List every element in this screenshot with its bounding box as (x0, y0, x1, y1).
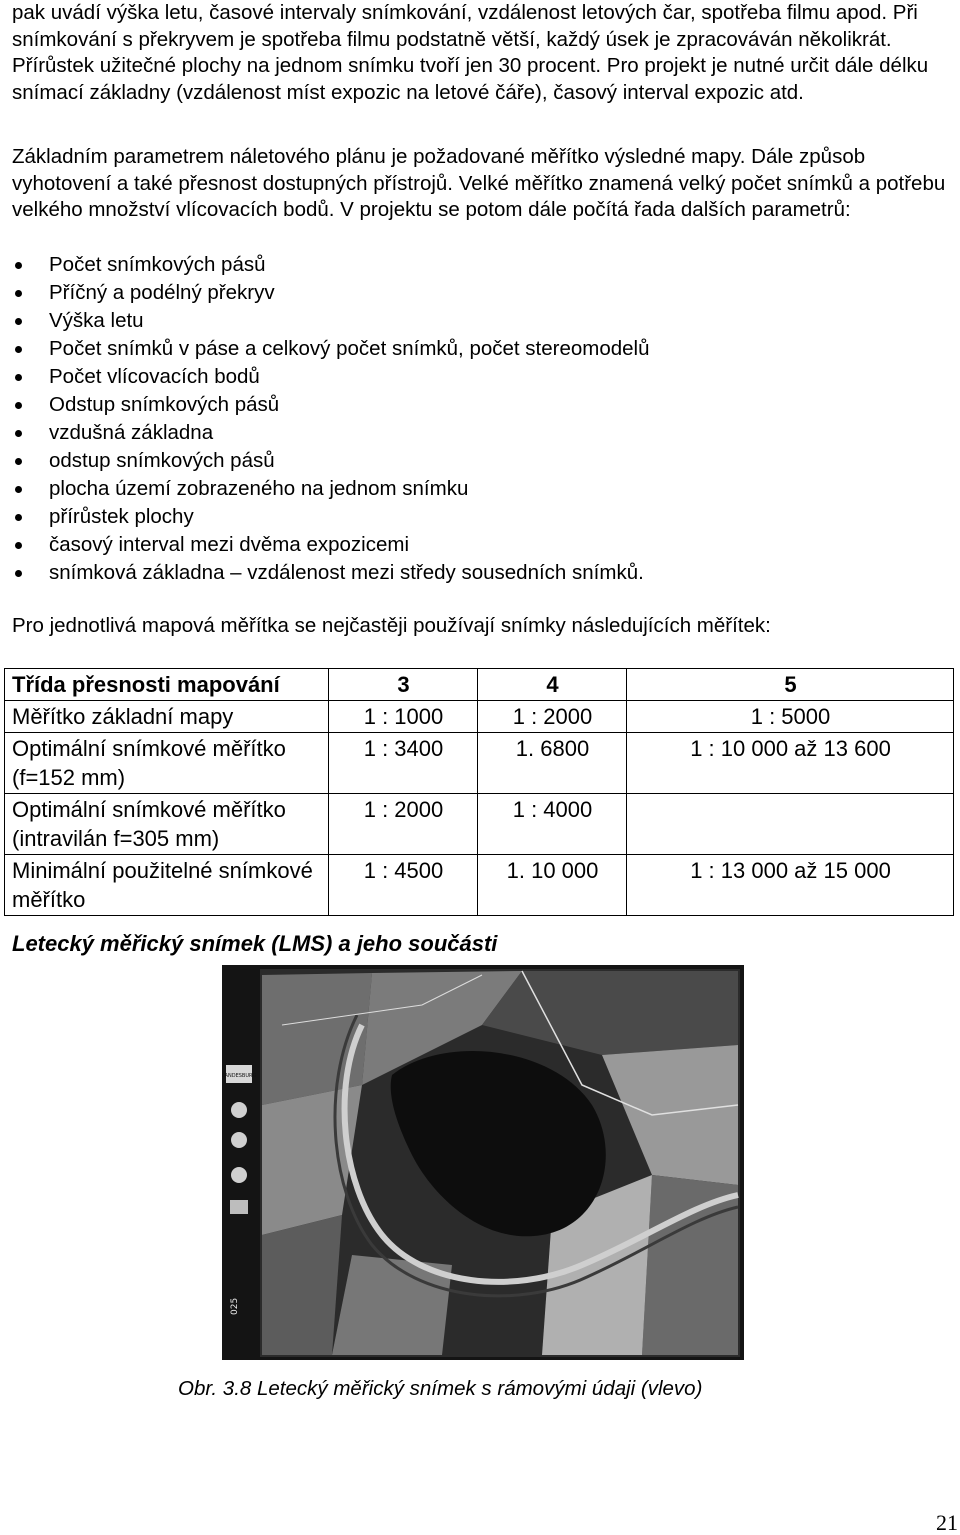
table-header-cell: 5 (627, 669, 954, 701)
table-cell: 1 : 4000 (478, 794, 627, 855)
table-header-cell: Třída přesnosti mapování (5, 669, 329, 701)
list-item: Počet snímkových pásů (12, 251, 650, 279)
table-cell: 1 : 4500 (329, 855, 478, 916)
table-cell: 1. 6800 (478, 733, 627, 794)
table-cell: Optimální snímkové měřítko (f=152 mm) (5, 733, 329, 794)
aerial-photo-figure (222, 965, 744, 1360)
scale-table (4, 668, 954, 916)
table-header-row (5, 669, 954, 701)
list-item: Příčný a podélný překryv (12, 279, 650, 307)
figure-caption: Obr. 3.8 Letecký měřický snímek s rámovými údaji (vlevo) (178, 1377, 703, 1400)
table-cell: 1 : 10 000 až 13 600 (627, 733, 954, 794)
frame-label: LANDESBURG (222, 1073, 257, 1079)
table-cell (627, 794, 954, 855)
list-item: Výška letu (12, 307, 650, 335)
frame-number: 025 (230, 1297, 240, 1315)
table-header-cell: 3 (329, 669, 478, 701)
table-header-cell: 4 (478, 669, 627, 701)
list-item: Počet snímků v páse a celkový počet snímků, počet stereomodelů (12, 335, 650, 363)
table-cell: Optimální snímkové měřítko (intravilán f=305 mm) (5, 794, 329, 855)
list-item: snímková základna – vzdálenost mezi středy sousedních snímků. (12, 559, 650, 587)
list-item: přírůstek plochy (12, 503, 650, 531)
table-cell: Měřítko základní mapy (5, 701, 329, 733)
section-heading: Letecký měřický snímek (LMS) a jeho součásti (12, 931, 498, 956)
list-item: vzdušná základna (12, 419, 650, 447)
table-cell: Minimální použitelné snímkové měřítko (5, 855, 329, 916)
paragraph-2: Základním parametrem náletového plánu je požadované měřítko výsledné mapy. Dále způsob vyhotovení a také přesnost dostupných přístrojů. Velké měřítko znamená velký počet snímků a potřebu velkého množství vlícovacích bodů. V projektu se potom dále počítá řada dalších parametrů: (12, 145, 946, 221)
table-row (5, 701, 954, 733)
list-item: Odstup snímkových pásů (12, 391, 650, 419)
table-cell: 1. 10 000 (478, 855, 627, 916)
table-intro: Pro jednotlivá mapová měřítka se nejčastěji používají snímky následujících měřítek: (12, 614, 771, 637)
list-item: odstup snímkových pásů (12, 447, 650, 475)
parameter-list (12, 251, 650, 587)
list-item: časový interval mezi dvěma expozicemi (12, 531, 650, 559)
table-cell: 1 : 13 000 až 15 000 (627, 855, 954, 916)
table-row (5, 733, 954, 794)
table-cell: 1 : 1000 (329, 701, 478, 733)
table-cell: 1 : 5000 (627, 701, 954, 733)
table-cell: 1 : 2000 (478, 701, 627, 733)
page-number: 21 (936, 1510, 958, 1535)
aerial-photo-image (222, 965, 744, 1360)
table-cell: 1 : 2000 (329, 794, 478, 855)
paragraph-1: pak uvádí výška letu, časové intervaly snímkování, vzdálenost letových čar, spotřeba filmu apod. Při snímkování s překryvem je spotřeba filmu podstatně větší, každý úsek je zpracováván několikrát. Přírůstek užitečné plochy na jednom snímku tvoří jen 30 procent. Pro projekt je nutné určit dále délku snímací základny (vzdálenost míst expozic na letové čáře), časový interval expozic atd. (12, 1, 929, 104)
list-item: plocha území zobrazeného na jednom snímku (12, 475, 650, 503)
table-row (5, 855, 954, 916)
list-item: Počet vlícovacích bodů (12, 363, 650, 391)
table-row (5, 794, 954, 855)
table-cell: 1 : 3400 (329, 733, 478, 794)
